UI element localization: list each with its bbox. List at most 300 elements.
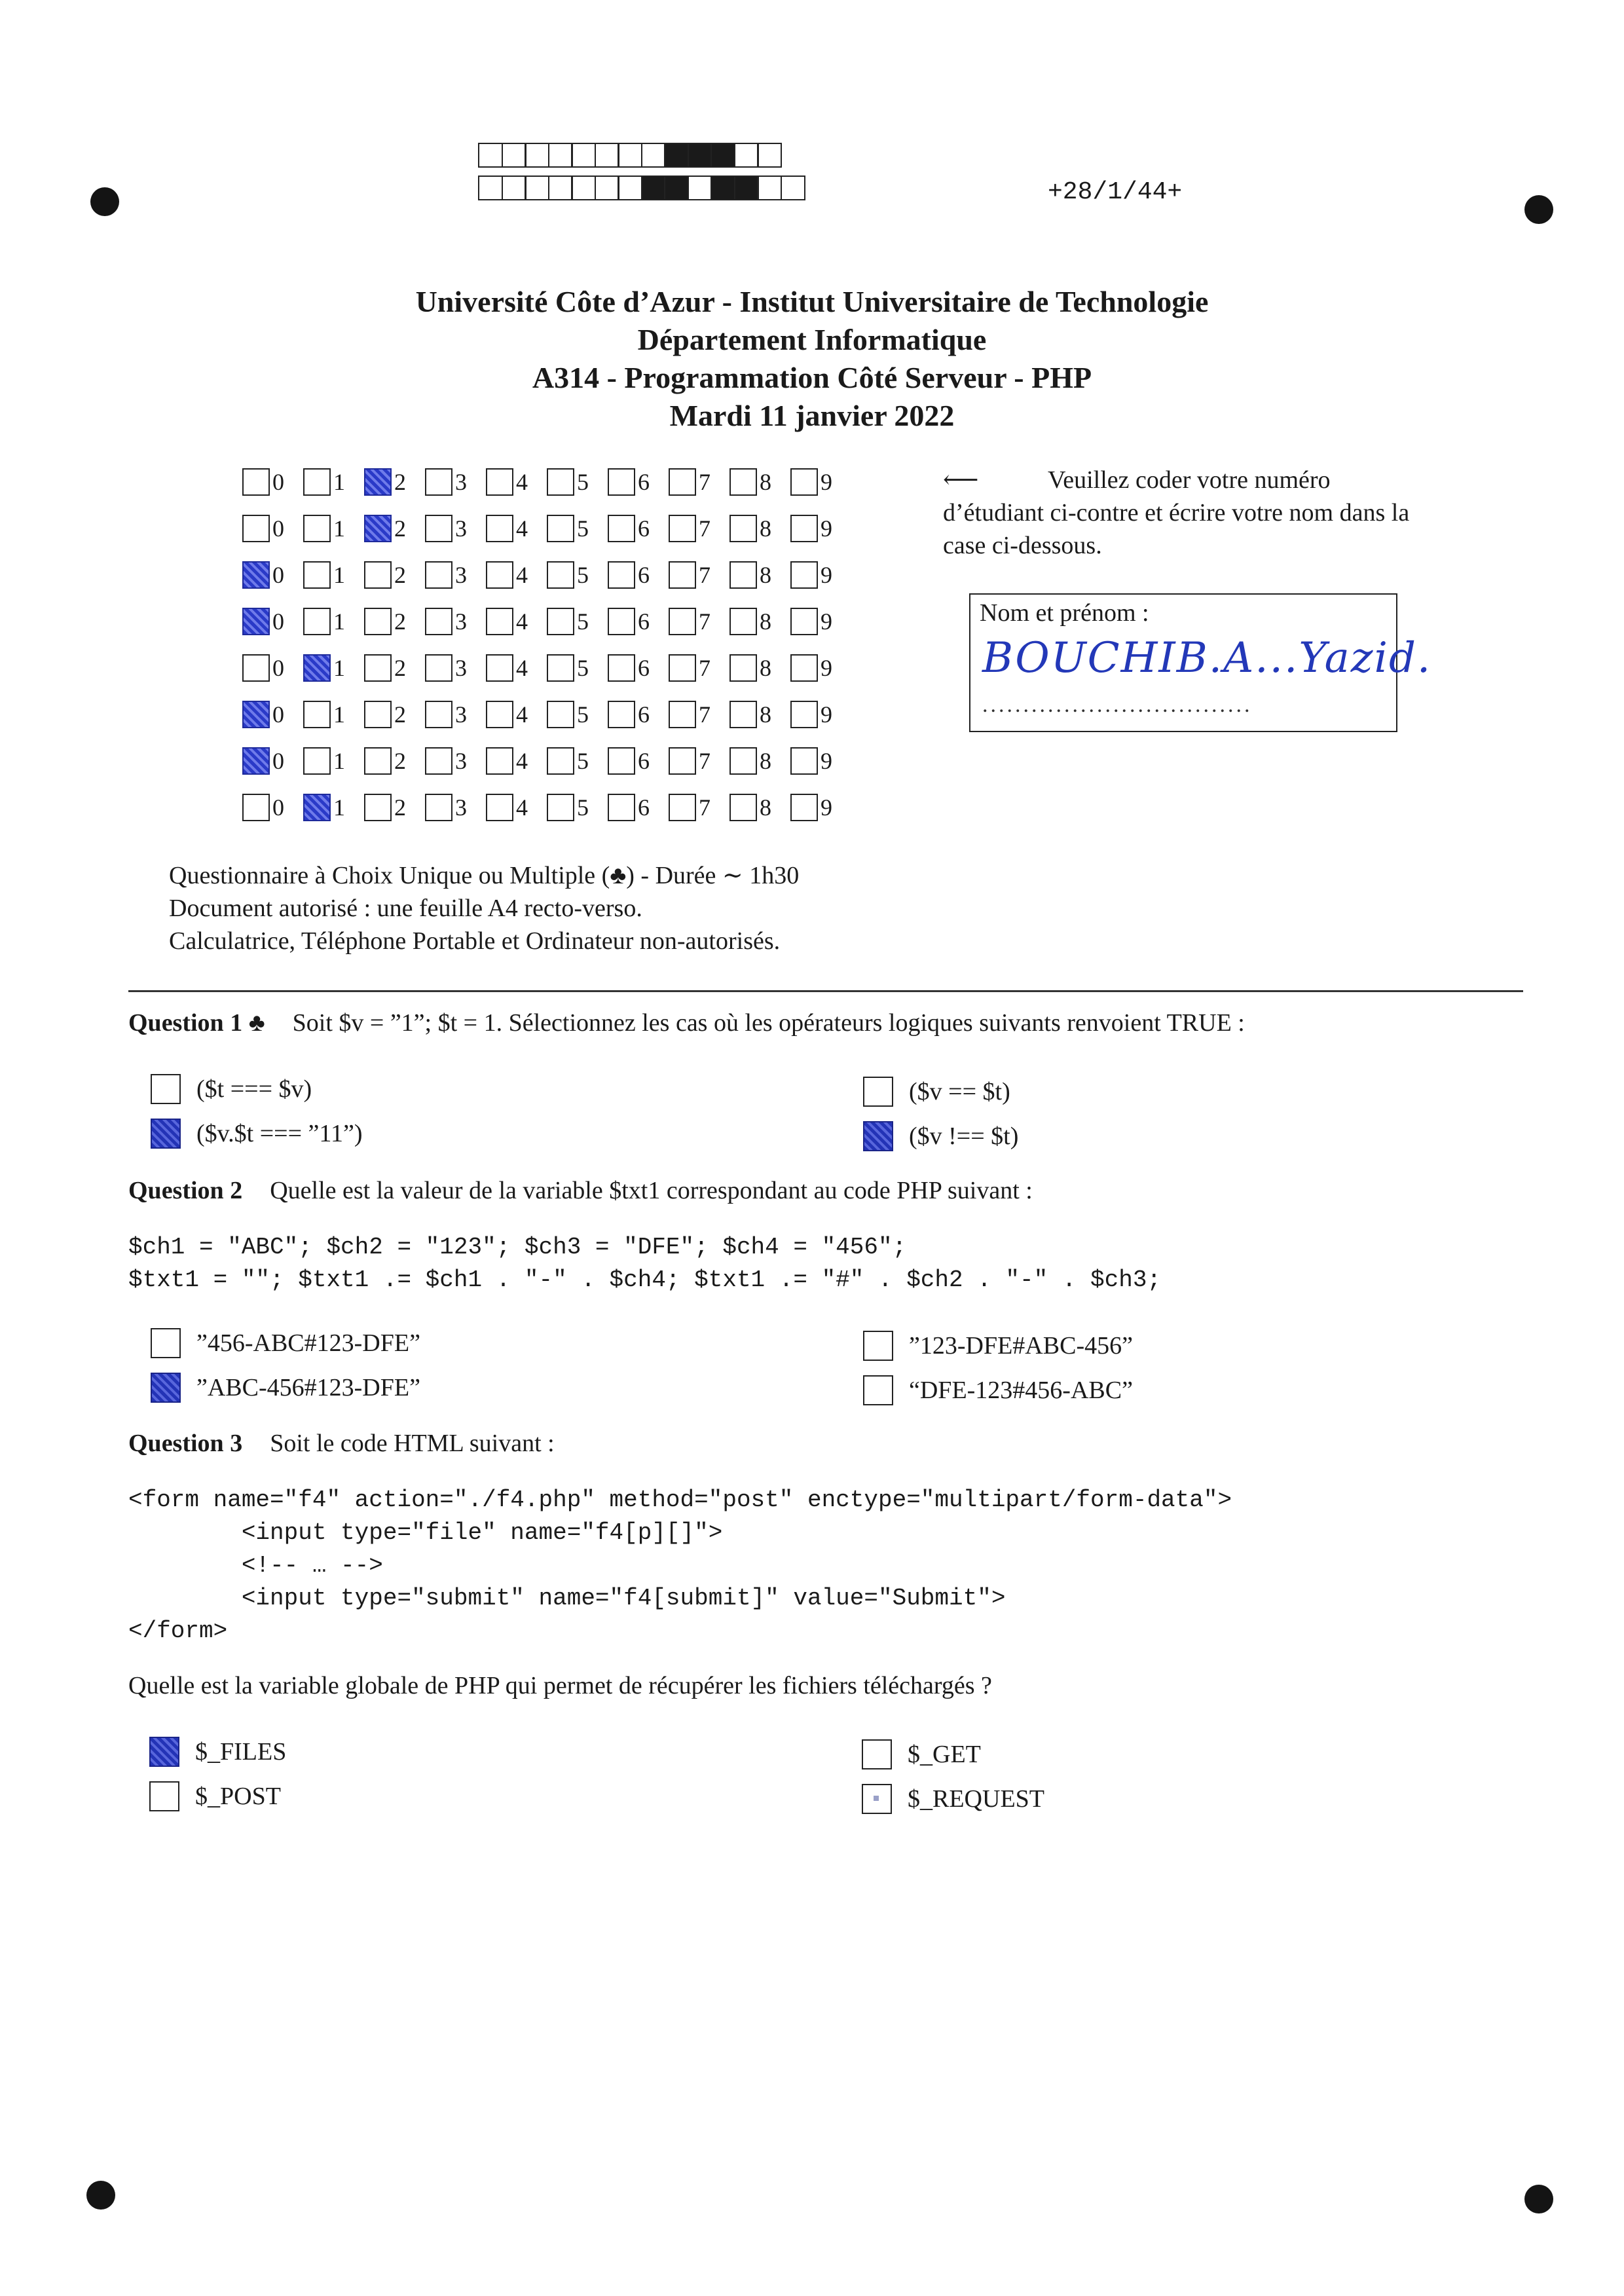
digit-option[interactable] (364, 701, 425, 728)
digit-checkbox[interactable] (486, 654, 513, 682)
digit-option[interactable] (486, 561, 547, 589)
q1-option-4[interactable] (863, 1121, 1018, 1151)
digit-label: 6 (638, 701, 650, 728)
barcode-cell (734, 176, 759, 200)
barcode-cell (478, 176, 503, 200)
digit-label: 1 (333, 561, 345, 588)
q1-option-4-label: ($v !== $t) (909, 1122, 1019, 1150)
digit-checkbox[interactable] (303, 608, 331, 635)
exam-info-line-3: Calculatrice, Téléphone Portable et Ordinateur non-autorisés. (169, 927, 781, 955)
digit-label: 7 (699, 701, 710, 728)
digit-checkbox[interactable] (425, 468, 452, 496)
barcode-cell (688, 176, 712, 200)
digit-option[interactable] (425, 701, 486, 728)
digit-option[interactable] (608, 561, 669, 589)
digit-checkbox[interactable] (790, 747, 818, 775)
digit-checkbox[interactable] (303, 654, 331, 682)
barcode-cell (548, 176, 573, 200)
digit-label: 6 (638, 654, 650, 681)
digit-option[interactable] (547, 701, 608, 728)
digit-option[interactable] (608, 654, 669, 682)
digit-label: 1 (333, 701, 345, 728)
barcode-cell (641, 143, 666, 168)
digit-option[interactable] (547, 515, 608, 542)
digit-label: 9 (821, 608, 832, 635)
digit-option[interactable] (608, 701, 669, 728)
digit-option[interactable] (790, 701, 851, 728)
question-3-code (128, 1484, 1232, 1648)
q2-option-2-checkbox[interactable] (863, 1331, 893, 1361)
barcode-cell (478, 143, 503, 168)
q2-option-1[interactable] (151, 1328, 420, 1358)
question-3-text: Soit le code HTML suivant : (270, 1430, 555, 1457)
digit-checkbox[interactable] (669, 515, 696, 542)
digit-checkbox[interactable] (547, 747, 574, 775)
digit-label: 5 (577, 608, 589, 635)
digit-option[interactable] (425, 515, 486, 542)
digit-option[interactable] (669, 468, 729, 496)
digit-option[interactable] (547, 794, 608, 821)
digit-option[interactable] (729, 468, 790, 496)
digit-option[interactable] (547, 468, 608, 496)
q3-code-line-4: <input type="submit" name="f4[submit]" value="Submit"> (128, 1585, 1006, 1612)
digit-label: 1 (333, 468, 345, 495)
digit-checkbox[interactable] (547, 608, 574, 635)
digit-checkbox[interactable] (486, 515, 513, 542)
digit-label: 9 (821, 561, 832, 588)
barcode-cell (734, 143, 759, 168)
digit-checkbox[interactable] (669, 747, 696, 775)
digit-option[interactable] (303, 468, 364, 496)
digit-option[interactable] (547, 561, 608, 589)
digit-checkbox[interactable] (425, 701, 452, 728)
q2-option-1-checkbox[interactable] (151, 1328, 181, 1358)
digit-option[interactable] (242, 654, 303, 682)
digit-checkbox[interactable] (669, 608, 696, 635)
digit-checkbox[interactable] (729, 515, 757, 542)
digit-label: 7 (699, 608, 710, 635)
digit-checkbox[interactable] (242, 794, 270, 821)
digit-checkbox[interactable] (547, 468, 574, 496)
digit-checkbox[interactable] (242, 747, 270, 775)
digit-checkbox[interactable] (486, 561, 513, 589)
digit-option[interactable] (425, 561, 486, 589)
digit-checkbox[interactable] (364, 794, 392, 821)
digit-checkbox[interactable] (486, 468, 513, 496)
student-number-row (242, 784, 851, 830)
digit-checkbox[interactable] (364, 654, 392, 682)
header-university: Université Côte d’Azur - Institut Universitaire de Technologie (415, 285, 1209, 318)
digit-label: 8 (760, 654, 771, 681)
barcode-cell (571, 176, 596, 200)
digit-checkbox[interactable] (425, 608, 452, 635)
digit-checkbox[interactable] (242, 608, 270, 635)
digit-option[interactable] (486, 747, 547, 775)
q1-option-4-checkbox[interactable] (863, 1121, 893, 1151)
registration-mark-bottom-left (86, 2181, 115, 2210)
digit-checkbox[interactable] (425, 794, 452, 821)
digit-option[interactable] (303, 561, 364, 589)
digit-checkbox[interactable] (790, 608, 818, 635)
student-number-row (242, 691, 851, 737)
q3-option-3[interactable] (149, 1781, 281, 1811)
q3-code-line-3: <!-- … --> (128, 1552, 383, 1579)
digit-checkbox[interactable] (303, 468, 331, 496)
instructions-text: Veuillez coder votre numéro d’étudiant ci-contre et écrire votre nom dans la case ci-dessous. (943, 466, 1410, 559)
digit-label: 4 (516, 794, 528, 821)
digit-checkbox[interactable] (547, 654, 574, 682)
digit-checkbox[interactable] (486, 701, 513, 728)
digit-label: 8 (760, 701, 771, 728)
digit-checkbox[interactable] (608, 561, 635, 589)
registration-mark-bottom-right (1524, 2185, 1553, 2213)
digit-checkbox[interactable] (608, 701, 635, 728)
digit-option[interactable] (669, 701, 729, 728)
digit-checkbox[interactable] (364, 701, 392, 728)
barcode-cell (641, 176, 666, 200)
barcode-cell (688, 143, 712, 168)
q2-option-3[interactable] (151, 1373, 420, 1403)
q3-code-line-5: </form> (128, 1618, 228, 1644)
barcode-cell (571, 143, 596, 168)
digit-label: 6 (638, 794, 650, 821)
digit-option[interactable] (608, 515, 669, 542)
student-number-row (242, 644, 851, 691)
digit-label: 6 (638, 608, 650, 635)
digit-label: 0 (272, 608, 284, 635)
digit-option[interactable] (364, 608, 425, 635)
digit-label: 2 (394, 561, 406, 588)
digit-option[interactable] (729, 654, 790, 682)
digit-checkbox[interactable] (303, 701, 331, 728)
digit-checkbox[interactable] (608, 747, 635, 775)
digit-checkbox[interactable] (425, 747, 452, 775)
digit-option[interactable] (547, 747, 608, 775)
q2-option-3-label: ”ABC-456#123-DFE” (196, 1374, 420, 1401)
digit-label: 3 (455, 747, 467, 774)
digit-checkbox[interactable] (547, 794, 574, 821)
digit-checkbox[interactable] (547, 515, 574, 542)
digit-checkbox[interactable] (547, 561, 574, 589)
digit-label: 4 (516, 561, 528, 588)
q2-option-4[interactable] (863, 1375, 1133, 1405)
digit-checkbox[interactable] (303, 561, 331, 589)
barcode-cell (664, 176, 689, 200)
digit-option[interactable] (364, 654, 425, 682)
barcode-cell (757, 143, 782, 168)
q3-code-line-1: <form name="f4" action="./f4.php" method="post" enctype="multipart/form-data"> (128, 1487, 1232, 1513)
digit-option[interactable] (729, 515, 790, 542)
digit-label: 5 (577, 468, 589, 495)
digit-label: 4 (516, 515, 528, 542)
digit-option[interactable] (729, 794, 790, 821)
q3-option-3-checkbox[interactable] (149, 1781, 179, 1811)
header-department: Département Informatique (637, 323, 987, 356)
digit-checkbox[interactable] (364, 515, 392, 542)
digit-option[interactable] (242, 747, 303, 775)
digit-option[interactable] (669, 608, 729, 635)
digit-option[interactable] (425, 468, 486, 496)
q1-option-2-label: ($v == $t) (909, 1078, 1010, 1105)
q2-option-3-checkbox[interactable] (151, 1373, 181, 1403)
digit-option[interactable] (486, 515, 547, 542)
q1-option-3-checkbox[interactable] (151, 1119, 181, 1149)
q3-option-4[interactable] (862, 1784, 1044, 1814)
digit-label: 3 (455, 701, 467, 728)
digit-option[interactable] (729, 561, 790, 589)
digit-checkbox[interactable] (364, 747, 392, 775)
q2-option-1-label: ”456-ABC#123-DFE” (196, 1329, 420, 1357)
q3-option-2-checkbox[interactable] (862, 1739, 892, 1769)
digit-option[interactable] (486, 794, 547, 821)
digit-checkbox[interactable] (790, 561, 818, 589)
digit-label: 7 (699, 654, 710, 681)
digit-label: 5 (577, 654, 589, 681)
digit-checkbox[interactable] (669, 794, 696, 821)
digit-option[interactable] (790, 794, 851, 821)
digit-checkbox[interactable] (303, 515, 331, 542)
digit-checkbox[interactable] (425, 654, 452, 682)
exam-info-line-1: Questionnaire à Choix Unique ou Multiple (♣) - Durée ∼ 1h30 (169, 862, 800, 889)
digit-label: 1 (333, 794, 345, 821)
digit-option[interactable] (486, 468, 547, 496)
digit-checkbox[interactable] (790, 701, 818, 728)
digit-checkbox[interactable] (669, 561, 696, 589)
digit-option[interactable] (242, 608, 303, 635)
digit-option[interactable] (669, 747, 729, 775)
student-number-grid (242, 458, 851, 830)
digit-option[interactable] (486, 701, 547, 728)
digit-option[interactable] (364, 561, 425, 589)
digit-label: 6 (638, 468, 650, 495)
digit-option[interactable] (790, 515, 851, 542)
digit-label: 2 (394, 468, 406, 495)
student-number-row (242, 598, 851, 644)
digit-label: 8 (760, 515, 771, 542)
student-number-row (242, 458, 851, 505)
digit-option[interactable] (790, 608, 851, 635)
digit-option[interactable] (303, 747, 364, 775)
q3-option-2[interactable] (862, 1739, 981, 1769)
digit-label: 8 (760, 468, 771, 495)
page-code: +28/1/44+ (1048, 178, 1183, 206)
exam-info-line-2: Document autorisé : une feuille A4 recto-verso. (169, 895, 642, 922)
digit-option[interactable] (303, 654, 364, 682)
digit-option[interactable] (242, 468, 303, 496)
barcode-cell (502, 143, 526, 168)
digit-label: 3 (455, 794, 467, 821)
q3-option-4-checkbox[interactable] (862, 1784, 892, 1814)
digit-checkbox[interactable] (729, 561, 757, 589)
digit-checkbox[interactable] (303, 794, 331, 821)
question-3-subquestion: Quelle est la variable globale de PHP qui permet de récupérer les fichiers téléchargés ? (128, 1672, 992, 1699)
digit-checkbox[interactable] (729, 747, 757, 775)
digit-checkbox[interactable] (364, 608, 392, 635)
digit-option[interactable] (364, 468, 425, 496)
digit-option[interactable] (608, 747, 669, 775)
digit-option[interactable] (608, 608, 669, 635)
digit-option[interactable] (303, 794, 364, 821)
digit-option[interactable] (790, 654, 851, 682)
q2-code-line-1: $ch1 = "ABC"; $ch2 = "123"; $ch3 = "DFE"; $ch4 = "456"; (128, 1234, 907, 1261)
q1-option-1-label: ($t === $v) (196, 1075, 312, 1103)
digit-label: 3 (455, 561, 467, 588)
barcode-cell (595, 143, 619, 168)
digit-label: 4 (516, 468, 528, 495)
question-3 (128, 1429, 555, 1458)
digit-checkbox[interactable] (486, 794, 513, 821)
q3-option-1[interactable] (149, 1737, 286, 1767)
q3-option-1-checkbox[interactable] (149, 1737, 179, 1767)
digit-label: 8 (760, 561, 771, 588)
digit-option[interactable] (364, 794, 425, 821)
digit-label: 6 (638, 515, 650, 542)
digit-checkbox[interactable] (242, 515, 270, 542)
digit-option[interactable] (729, 747, 790, 775)
digit-option[interactable] (669, 515, 729, 542)
digit-option[interactable] (303, 515, 364, 542)
digit-checkbox[interactable] (790, 515, 818, 542)
digit-checkbox[interactable] (425, 561, 452, 589)
digit-checkbox[interactable] (729, 794, 757, 821)
q1-option-2-checkbox[interactable] (863, 1077, 893, 1107)
q1-option-3-label: ($v.$t === ”11”) (196, 1120, 363, 1147)
digit-checkbox[interactable] (486, 608, 513, 635)
digit-option[interactable] (729, 608, 790, 635)
handwritten-name: BOUCHIB.A...Yazid. (982, 634, 1432, 682)
digit-label: 5 (577, 561, 589, 588)
digit-checkbox[interactable] (242, 654, 270, 682)
digit-checkbox[interactable] (729, 701, 757, 728)
digit-label: 9 (821, 701, 832, 728)
digit-checkbox[interactable] (364, 561, 392, 589)
digit-checkbox[interactable] (729, 654, 757, 682)
digit-option[interactable] (669, 561, 729, 589)
barcode-cell (595, 176, 619, 200)
digit-checkbox[interactable] (608, 608, 635, 635)
digit-checkbox[interactable] (303, 747, 331, 775)
digit-label: 2 (394, 654, 406, 681)
digit-checkbox[interactable] (669, 654, 696, 682)
digit-checkbox[interactable] (790, 794, 818, 821)
digit-option[interactable] (425, 654, 486, 682)
digit-option[interactable] (425, 747, 486, 775)
q1-option-3[interactable] (151, 1119, 363, 1149)
digit-option[interactable] (242, 561, 303, 589)
digit-option[interactable] (364, 515, 425, 542)
digit-label: 7 (699, 468, 710, 495)
digit-label: 7 (699, 515, 710, 542)
digit-option[interactable] (303, 701, 364, 728)
digit-label: 2 (394, 608, 406, 635)
digit-checkbox[interactable] (729, 468, 757, 496)
digit-option[interactable] (425, 794, 486, 821)
q1-option-1-checkbox[interactable] (151, 1074, 181, 1104)
digit-label: 5 (577, 515, 589, 542)
digit-checkbox[interactable] (790, 654, 818, 682)
digit-label: 7 (699, 747, 710, 774)
digit-label: 5 (577, 794, 589, 821)
barcode-cell (618, 176, 642, 200)
digit-option[interactable] (486, 654, 547, 682)
digit-label: 0 (272, 561, 284, 588)
registration-mark-top-right (1524, 195, 1553, 224)
digit-option[interactable] (242, 701, 303, 728)
digit-label: 9 (821, 515, 832, 542)
q1-option-1[interactable] (151, 1074, 312, 1104)
digit-label: 3 (455, 654, 467, 681)
digit-checkbox[interactable] (729, 608, 757, 635)
q2-option-2[interactable] (863, 1331, 1133, 1361)
digit-label: 4 (516, 654, 528, 681)
barcode-cell (525, 143, 549, 168)
left-arrow-icon: ⟵ (943, 466, 979, 494)
q2-option-4-checkbox[interactable] (863, 1375, 893, 1405)
digit-option[interactable] (547, 654, 608, 682)
q1-option-2[interactable] (863, 1077, 1010, 1107)
digit-option[interactable] (608, 468, 669, 496)
digit-checkbox[interactable] (790, 468, 818, 496)
digit-checkbox[interactable] (608, 468, 635, 496)
digit-option[interactable] (364, 747, 425, 775)
digit-option[interactable] (486, 608, 547, 635)
digit-label: 0 (272, 515, 284, 542)
digit-label: 1 (333, 747, 345, 774)
digit-checkbox[interactable] (608, 654, 635, 682)
digit-checkbox[interactable] (669, 701, 696, 728)
q3-option-2-label: $_GET (908, 1741, 981, 1768)
digit-checkbox[interactable] (364, 468, 392, 496)
barcode-row-1 (478, 143, 781, 168)
digit-option[interactable] (303, 608, 364, 635)
digit-checkbox[interactable] (669, 468, 696, 496)
q3-option-4-label: $_REQUEST (908, 1785, 1044, 1813)
digit-checkbox[interactable] (242, 561, 270, 589)
digit-option[interactable] (669, 794, 729, 821)
digit-checkbox[interactable] (242, 468, 270, 496)
digit-option[interactable] (669, 654, 729, 682)
digit-label: 6 (638, 747, 650, 774)
digit-checkbox[interactable] (608, 515, 635, 542)
digit-checkbox[interactable] (608, 794, 635, 821)
digit-option[interactable] (425, 608, 486, 635)
name-box[interactable] (969, 593, 1432, 732)
q3-code-line-2: <input type="file" name="f4[p][]"> (128, 1519, 723, 1546)
digit-label: 7 (699, 794, 710, 821)
question-1-text: Soit $v = ”1”; $t = 1. Sélectionnez les cas où les opérateurs logiques suivants renvoient TRUE : (292, 1009, 1245, 1037)
barcode-cell (525, 176, 549, 200)
digit-option[interactable] (790, 561, 851, 589)
digit-label: 6 (638, 561, 650, 588)
digit-option[interactable] (729, 701, 790, 728)
question-3-label: Question 3 (128, 1430, 243, 1457)
digit-option[interactable] (790, 468, 851, 496)
digit-checkbox[interactable] (486, 747, 513, 775)
barcode-cell (781, 176, 805, 200)
digit-option[interactable] (242, 515, 303, 542)
digit-label: 8 (760, 794, 771, 821)
digit-checkbox[interactable] (425, 515, 452, 542)
student-number-row (242, 737, 851, 784)
digit-option[interactable] (547, 608, 608, 635)
digit-option[interactable] (790, 747, 851, 775)
digit-checkbox[interactable] (547, 701, 574, 728)
divider (128, 990, 1523, 992)
question-2 (128, 1176, 1033, 1205)
digit-option[interactable] (242, 794, 303, 821)
digit-checkbox[interactable] (242, 701, 270, 728)
digit-option[interactable] (608, 794, 669, 821)
